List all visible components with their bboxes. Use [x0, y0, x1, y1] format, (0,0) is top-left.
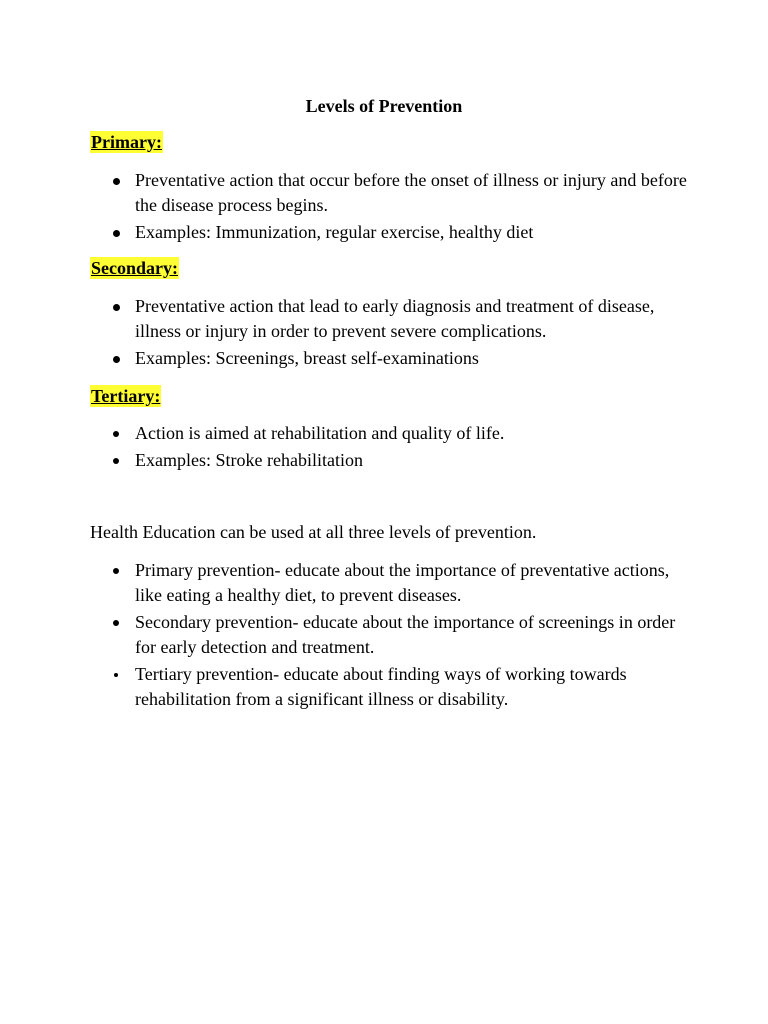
- list-item: [0, 168, 768, 218]
- bullet-dot-icon: [113, 568, 119, 574]
- list-item: [0, 421, 768, 446]
- list-item: [0, 294, 768, 344]
- bullet-dot-icon: [113, 230, 120, 237]
- bullet-dot-icon: [113, 356, 120, 363]
- list-item: [0, 610, 768, 660]
- bullet-dot-icon: [113, 431, 119, 437]
- health-education-bullet-list: [0, 558, 768, 714]
- list-item: [0, 662, 768, 712]
- list-item-text: Tertiary prevention- educate about finding ways of working towards rehabilitation from a significant illness or disability.: [135, 664, 627, 709]
- page-title: Levels of Prevention: [305, 96, 463, 116]
- list-item: [0, 558, 768, 608]
- primary-bullet-list: [0, 168, 768, 247]
- section-heading-tertiary: Tertiary:: [91, 386, 161, 406]
- bullet-dot-icon: [113, 178, 120, 185]
- list-item-text: Preventative action that occur before the onset of illness or injury and before the disease process begins.: [135, 170, 687, 215]
- list-item-text: Primary prevention- educate about the importance of preventative actions, like eating a healthy diet, to prevent diseases.: [135, 560, 670, 605]
- list-item-text: Examples: Screenings, breast self-examinations: [135, 348, 479, 368]
- list-item-text: Examples: Immunization, regular exercise, healthy diet: [135, 222, 534, 242]
- bullet-dot-icon: [114, 673, 118, 677]
- bullet-dot-icon: [113, 458, 119, 464]
- list-item: [0, 346, 768, 371]
- list-item-text: Secondary prevention- educate about the importance of screenings in order for early detection and treatment.: [135, 612, 676, 657]
- section-heading-secondary: Secondary:: [91, 258, 178, 278]
- list-item-text: Preventative action that lead to early diagnosis and treatment of disease, illness or injury in order to prevent severe complications.: [135, 296, 655, 341]
- section-heading-primary: Primary:: [91, 132, 162, 152]
- list-item-text: Examples: Stroke rehabilitation: [135, 450, 363, 470]
- list-item: [0, 220, 768, 245]
- secondary-bullet-list: [0, 294, 768, 373]
- list-item-text: Action is aimed at rehabilitation and quality of life.: [135, 423, 505, 443]
- bullet-dot-icon: [113, 620, 119, 626]
- bullet-dot-icon: [113, 304, 120, 311]
- health-education-intro: Health Education can be used at all three levels of prevention.: [90, 522, 537, 542]
- tertiary-bullet-list: [0, 421, 768, 475]
- list-item: [0, 448, 768, 473]
